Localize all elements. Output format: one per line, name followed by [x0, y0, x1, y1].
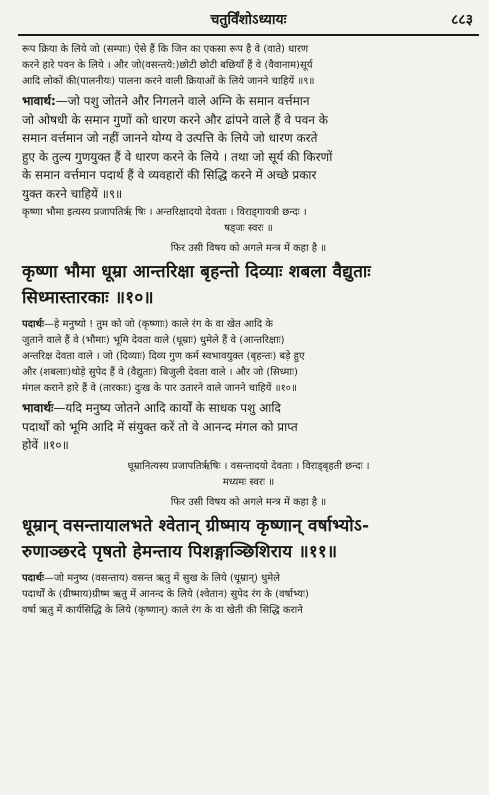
- bhavartha-label: भावार्थः: [22, 401, 54, 415]
- text-line: युक्त करने चाहियें ॥९॥: [22, 186, 123, 201]
- text-line: के समान वर्त्तमान पदार्थ हैं वे व्यवहारों की सिद्धि करने में अच्छे प्रकार: [22, 168, 317, 182]
- padartha-label: पदार्थः: [22, 319, 44, 330]
- text-line: जो ओषधी के समान गुणों को धारण करने और ढांपने वाले हैं वे पवन के: [22, 112, 328, 127]
- mantra-line: धूम्रान् वसन्तायालभते श्वेतान् ग्रीष्माय कृष्णान् वर्षाभ्योऽ-: [22, 515, 370, 536]
- mantra-meta-10: [22, 205, 475, 237]
- text-line: और (शबलाः)थोड़े सुपेद हैं वे (वैद्युताः) बिजुली देवता वाले । और जो (सिध्माः): [22, 367, 298, 378]
- mantra-line: कृष्णा भौमा धूम्रा आन्तरिक्षा बृहन्तो दिव्याः शबला वैद्युताः: [22, 262, 371, 282]
- padartha-11: [22, 571, 475, 619]
- page-number: ८८३: [451, 12, 473, 28]
- text-line: करने हारे पवन के लिये । और जो(वसन्तये:)छोटी छोटी बछियाँ हैं वे (वैवानाम)सूर्य: [22, 60, 313, 71]
- text-line: पदार्थों के (ग्रीष्माय)ग्रीष्म ऋतु में आनन्द के लिये (श्वेतान) सुपेद रंग के (वर्षाभ्यः): [22, 588, 309, 600]
- bhavartha-label: भावार्थ:: [22, 94, 56, 108]
- text-line: समान वर्त्तमान जो नहीं जानने योग्य वे उत्पत्ति के लिये जो धारण करते: [22, 131, 318, 145]
- bhavartha-9: [22, 92, 475, 203]
- rishi-devata-line: धूम्रानित्यस्य प्रजापतिर्ऋषिः । वसन्तादयो देवताः । विराड्बृहती छन्दः ।: [127, 460, 370, 472]
- text-line: होवें ॥१०॥: [22, 438, 69, 452]
- text-line: आदि लोकों की(पालनीयः) पालना करने वाली क्रियाओं के लिये जानने चाहियें ॥९॥: [22, 76, 315, 87]
- text-line: —यदि मनुष्य जोतने आदि कार्यों के साधक पशु आदि: [53, 401, 281, 415]
- text-line: पदार्थों को भूमि आदि में संयुक्त करें तो वे आनन्द मंगल को प्राप्त: [22, 419, 298, 434]
- mantra-meta-11: [22, 459, 475, 491]
- text-line: —जो मनुष्य (वसन्ताय) वसन्त ऋतु में सुख के लिये (धूम्रान्) धुमेले: [44, 572, 281, 584]
- padartha-10: [22, 317, 475, 397]
- text-line: वर्षा ऋतु में कार्यसिद्धि के लिये (कृष्णान्) काले रंग के वा खेती की सिद्धि कराने: [22, 604, 303, 616]
- mantra-intro-10: फिर उसी विषय को अगले मन्त्र में कहा है ॥: [170, 243, 327, 254]
- padartha-label: पदार्थः: [22, 572, 44, 584]
- text-line: —जो पशु जोतने और निगलने वाले अग्नि के समान वर्त्तमान: [55, 94, 310, 108]
- bhavartha-10: [22, 399, 475, 455]
- text-line: रूप क्रिया के लिये जो (सम्पाः) ऐसे हैं कि जिन का एकसा रूप है वे (वाते) धारण: [22, 44, 309, 55]
- svara-line: षड्जः स्वरः ॥: [224, 223, 273, 234]
- text-line: —हे मनुष्यो ! तुम को जो (कृष्णाः) काले रंग के वा खेत आदि के: [44, 319, 273, 330]
- mantra-intro-11: फिर उसी विषय को अगले मन्त्र में कहा है ॥: [170, 496, 327, 508]
- mantra-11: [22, 513, 475, 565]
- text-line: अन्तरिक्ष देवता वाले । जो (दिव्याः) दिव्य गुण कर्म स्वभावयुक्त (बृहन्तः) बड़े हुए: [22, 351, 305, 362]
- text-line: मंगल कराने हारे हैं वे (तारकाः) दुःख के पार उतारने वाले जानने चाहियें ॥१०॥: [22, 383, 297, 394]
- text-line: हुए के तुल्य गुणयुक्त हैं वे धारण करने के लिये । तथा जो सूर्य की किरणों: [22, 149, 333, 164]
- rishi-devata-line: कृष्णा भौमा इत्यस्य प्रजापतिर्ऋ षिः । अन्तरिक्षादयो देवताः । विराड्गायत्री छन्दः ।: [22, 207, 307, 218]
- chapter-title: चतुर्विंशोऽध्यायः: [210, 12, 287, 28]
- mantra-line: रुणाञ्छरदे पृषतो हेमन्ताय पिशङ्गाञ्छिशिराय ॥११॥: [22, 541, 338, 562]
- page-header: [22, 0, 475, 34]
- text-line: जुताने वाले हैं वे (भौमाः) भूमि देवता वाले (धूम्राः) धुमेले हैं वे (आन्तरिक्षाः): [22, 335, 285, 346]
- padartha-continuation: [22, 42, 475, 90]
- mantra-line: सिध्मास्तारकाः ॥१०॥: [22, 288, 154, 308]
- svara-line: मध्यमः स्वरः ॥: [222, 476, 275, 488]
- mantra-10: [22, 259, 475, 311]
